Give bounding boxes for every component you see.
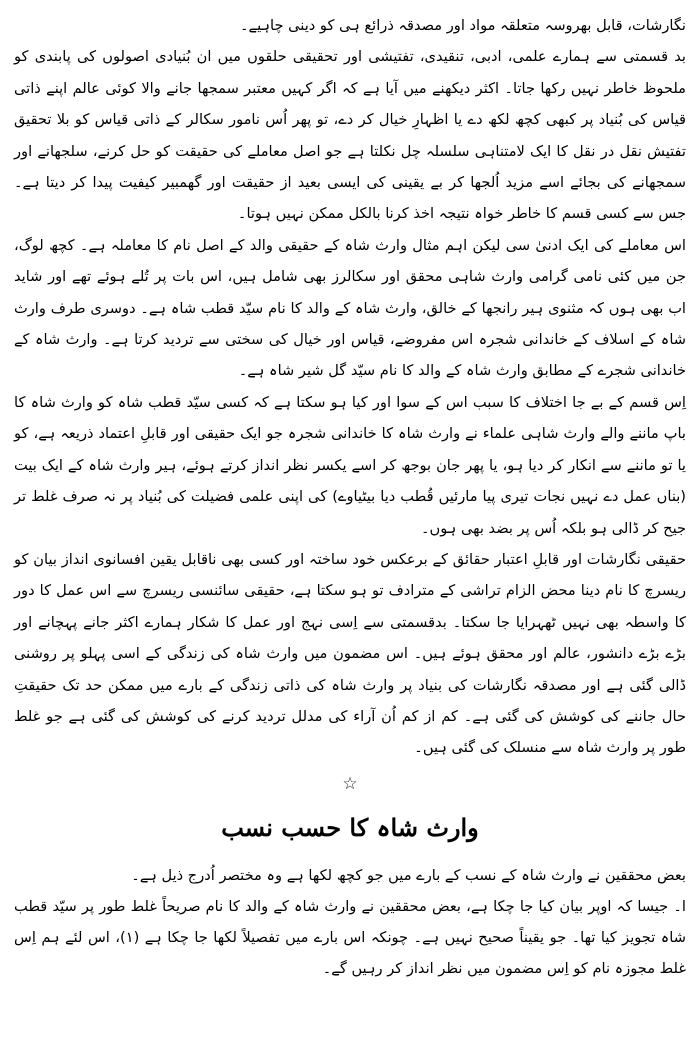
section-separator-star-icon: ☆: [342, 773, 358, 794]
section-point-1: ا۔ جیسا کہ اوپر بیان کیا جا چکا ہے، بعض محققین نے وارث شاہ کے والد کا نام صریحاً غلط طور پر سیّد قطب شاہ تجویز کیا تھا۔ جو یقیناً صحیح نہیں ہے۔ چونکہ اس بارے میں تفصیلاً لکھا جا چکا ہے (۱)، اس لئے ہم اِس غلط مجوزہ نام کو اِس مضمون میں نظر انداز کر رہیں گے۔: [14, 897, 686, 977]
section-heading: وارث شاہ کا حسب نسب: [221, 812, 479, 842]
paragraph-research: حقیقی نگارشات اور قابلِ اعتبار حقائق کے برعکس خود ساختہ اور کسی بھی ناقابل یقین افسانوی انداز بیان کو ریسرچ کا نام دینا محض الزام تراشی کے مترادف تو ہو سکتا ہے، حقیقی سائنسی ریسرچ سے اس عمل کا دور کا واسطہ بھی نہیں ٹھہرایا جا سکتا۔ بدقسمتی سے اِسی نہج اور عمل کا شکار ہمارے اکثر جانے پہچانے اور بڑے بڑے دانشور، عالم اور محقق ہوئے ہیں۔ اس مضمون میں وارث شاہ کی زندگی کے اسی پہلو پر روشنی ڈالی گئی ہے اور مصدقہ نگارشات کی بنیاد پر وارث شاہ کی ذاتی زندگی کے بارے میں ممکن حد تک حقیقتِ حال جاننے کی کوشش کی گئی ہے۔ کم از کم اُن آراء کی مدلل تردید کرنے کی کوشش کی گئی ہے جو غلط طور پر وارث شاہ سے منسلک کی گئی ہیں۔: [14, 550, 686, 757]
document-page: [14, 10, 686, 984]
section-body: [14, 860, 686, 984]
paragraph-example: اس معاملے کی ایک ادنیٰ سی لیکن اہم مثال وارث شاہ کے حقیقی والد کے اصل نام کا معاملہ ہے۔ کچھ لوگ، جن میں کئی نامی گرامی وارث شاہی محقق اور سکالرز بھی شامل ہیں، اس بات پر تُلے ہوئے تھے اور شاید اب بھی ہوں کہ مثنوی ہیر رانجھا کے خالق، وارث شاہ کے والد کا نام سیّد قطب شاہ ہے۔ دوسری طرف وارث شاہ کے اسلاف کے خاندانی شجرہ اس مفروضے، قیاس اور خیال کی سختی سے تردید کرتا ہے۔ وارث شاہ کے خاندانی شجرے کے مطابق وارث شاہ کے والد کا نام سیّد گل شیر شاہ ہے۔: [14, 236, 686, 380]
paragraph-intro-end: نگارشات، قابل بھروسہ متعلقہ مواد اور مصدقہ ذرائع ہی کو دینی چاہیے۔: [239, 17, 686, 34]
section-intro: بعض محققین نے وارث شاہ کے نسب کے بارے میں جو کچھ لکھا ہے وہ مختصر اُدرج ذیل ہے۔: [131, 866, 686, 884]
paragraph-disagreement: اِس قسم کے بے جا اختلاف کا سبب اس کے سوا اور کیا ہو سکتا ہے کہ کسی سیّد قطب شاہ کو وارث شاہ کا باپ ماننے والے وارث شاہی علماء نے وارث شاہ کا خاندانی شجرہ جو ایک حقیقی اور قابلِ اعتماد ذریعہ ہے، کو یا تو ماننے سے انکار کر دیا ہو، یا پھر جان بوجھ کر اسے یکسر نظر انداز کرتے ہوئے، ہیر وارث شاہ کے ایک بیت (بناں عمل دے نہیں نجات تیری پیا مارئیں قُطب دیا بیٹیاوے) کی اپنی علمی فضیلت کی بُنیاد پر نہ صرف غلط تر جیح کر ڈالی ہو بلکہ اُس پر بضد بھی ہوں۔: [14, 393, 686, 537]
paragraph-misfortune: بد قسمتی سے ہمارے علمی، ادبی، تنقیدی، تفتیشی اور تحقیقی حلقوں میں ان بُنیادی اصولوں کی پابندی کو ملحوظ خاطر نہیں رکھا جاتا۔ اکثر دیکھنے میں آیا ہے کہ اگر کہیں معتبر سمجھا جانے والا کوئی عالم اپنے ذاتی قیاس کی بُنیاد پر کبھی کچھ لکھ دے یا اظہارِ خیال کر دے، تو پھر اُس نامور سکالر کے ذاتی قیاس کو بلا تحقیق تفتیش نقل در نقل کا ایک لامتناہی سلسلہ چل نکلتا ہے جو اصل معاملے کی حقیقت کو حل کرنے، سلجھانے اور سمجھانے کی بجائے اسے مزید اُلجھا کر بے یقینی کی ایسی بعید از حقیقت اور گھمبیر کیفیت پیدا کر دیتا ہے۔ جس سے کسی قسم کا خاطر خواہ نتیجہ اخذ کرنا بالکل ممکن نہیں ہوتا۔: [14, 48, 686, 223]
